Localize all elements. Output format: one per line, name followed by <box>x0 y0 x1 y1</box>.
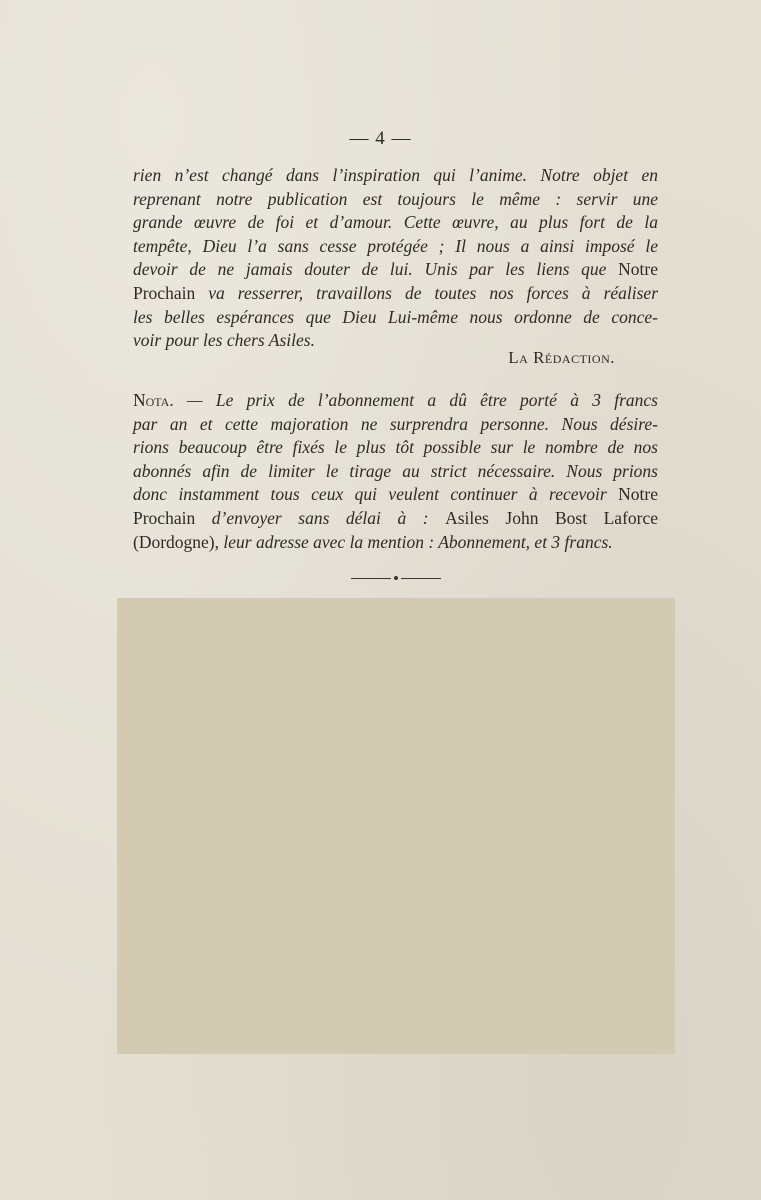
page-number: — 4 — <box>349 128 412 149</box>
editorial-paragraph <box>133 164 658 353</box>
text-line: tempête, Dieu l’a sans cesse protégée ; Il nous a ainsi imposé le <box>133 235 658 256</box>
journal-title: Notre <box>618 484 659 505</box>
divider-ornament <box>351 576 441 582</box>
divider-dot <box>394 576 398 580</box>
text-line: Nota. — Le prix de l’abonnement a dû être porté à 3 francs <box>133 390 658 410</box>
text-line: les belles espérances que Dieu Lui-même nous ordonne de conce- <box>133 306 658 327</box>
text-line: rions beaucoup être fixés le plus tôt possible sur le nombre de nos <box>133 437 658 458</box>
journal-title: Prochain <box>133 507 196 528</box>
nota-label: Nota. <box>133 390 174 410</box>
text-line: voir pour les chers Asiles. <box>133 330 315 351</box>
text-line: abonnés afin de limiter le tirage au strict nécessaire. Nous prions <box>133 460 658 481</box>
address: (Dordogne), <box>133 531 220 552</box>
text-line: reprenant notre publication est toujours le même : servir une <box>133 188 658 209</box>
journal-title: Notre <box>618 259 658 280</box>
nota-paragraph <box>133 389 658 554</box>
divider-rule <box>401 578 441 579</box>
journal-title: Prochain <box>133 282 196 303</box>
text-line: grande œuvre de foi et d’amour. Cette œuvre, au plus fort de la <box>133 212 658 233</box>
address: Asiles John Bost Laforce <box>445 507 659 528</box>
text-line: rien n’est changé dans l’inspiration qui l’anime. Notre objet en <box>133 165 658 185</box>
signature: La Rédaction. <box>508 348 615 367</box>
text-line: (Dordogne), leur adresse avec la mention : Abonnement, et 3 francs. <box>133 531 613 552</box>
text-line: devoir de ne jamais douter de lui. Unis par les liens que Notre <box>133 259 658 280</box>
text-line: par an et cette majoration ne surprendra personne. Nous désire- <box>133 413 658 434</box>
text-line: donc instamment tous ceux qui veulent continuer à recevoir Notre <box>133 484 659 505</box>
image-plate <box>117 598 675 1054</box>
text-line: Prochain va resserrer, travaillons de toutes nos forces à réaliser <box>133 282 659 303</box>
divider-rule <box>351 578 391 579</box>
text-line: Prochain d’envoyer sans délai à : Asiles John Bost Laforce <box>133 507 659 528</box>
